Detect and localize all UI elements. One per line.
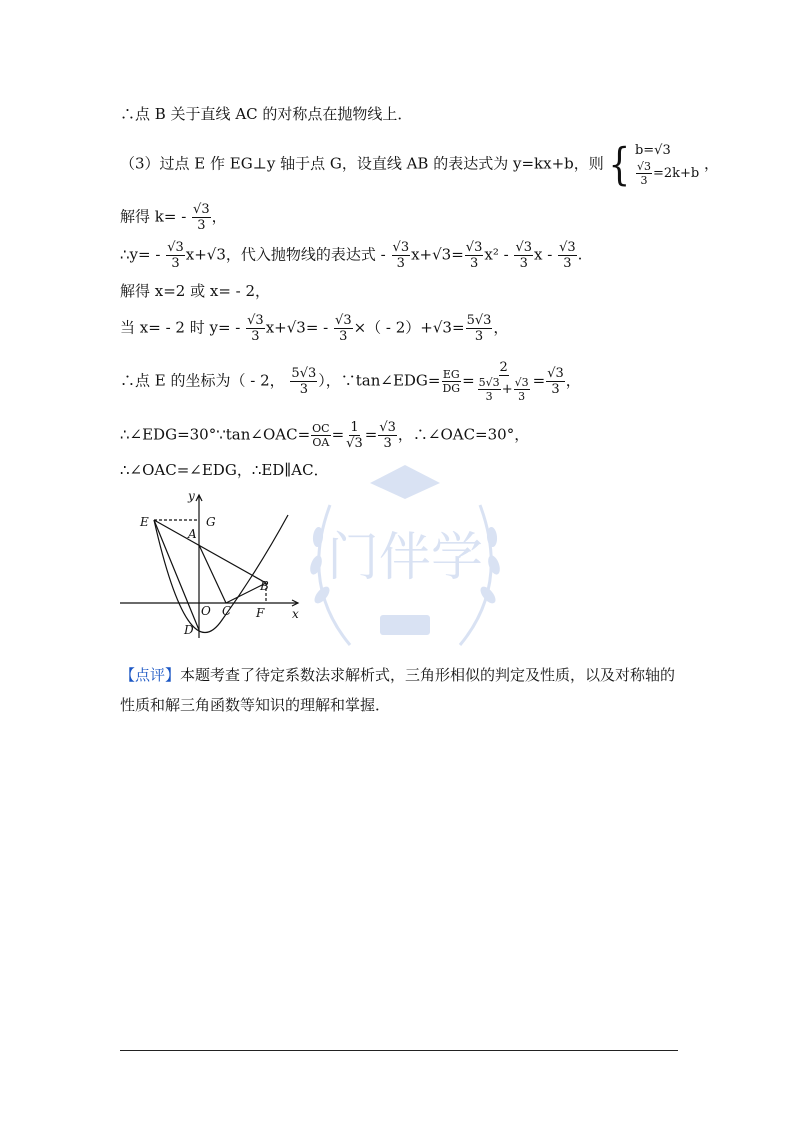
fraction: $\frac{√3}{3}$ [465, 240, 483, 271]
label-O: O [201, 604, 211, 618]
label-B: B [260, 579, 269, 593]
fraction: $\frac{√3}{3}$ [636, 160, 651, 187]
equation-system [635, 142, 699, 187]
fraction: $\frac{5√3}{3}$ [466, 313, 492, 344]
fraction: $\frac{√3}{3}$ [379, 420, 396, 451]
label-x: x [292, 607, 299, 621]
comment-tag: 【点评】 [120, 666, 181, 684]
system-eq-2: $\frac{√3}{3}$ =2k+b [636, 160, 700, 187]
line-5: 解得 x=2 或 x= - 2， [120, 282, 271, 300]
label-F: F [256, 606, 265, 620]
line-4: ∴y= - $\frac{√3}{3}$ x+√3，代入抛物线的表达式 - $\frac{√3}{3}$ x+√3= $\frac{√3}{3}$ x² - $\frac{√3}{3}$ x - $\frac{√3}{3}$ . [120, 240, 583, 271]
fraction: $\frac{EG}{DG}$ [442, 368, 461, 395]
fraction: $\frac{√3}{3}$ [515, 240, 533, 271]
line-8: ∴∠EDG=30°∵tan∠OAC= $\frac{OC}{OA}$ = $\frac{1}{√3}$ = $\frac{√3}{3}$ ，∴∠OAC=30°， [120, 420, 530, 451]
fraction: $\frac{√3}{3}$ [335, 313, 352, 344]
fraction: $\frac{√3}{3}$ [193, 202, 210, 233]
complex-fraction: 2 $\frac{5√3}{3}$ + $\frac{√3}{3}$ [476, 360, 532, 403]
label-y: y [188, 490, 195, 503]
fraction: $\frac{5√3}{3}$ [291, 366, 317, 397]
segment-AC [199, 545, 226, 603]
label-C: C [222, 604, 232, 618]
segment-EB [154, 520, 266, 583]
line-6: 当 x= - 2 时 y= - $\frac{√3}{3}$ x+√3= - $\frac{√3}{3}$ ×（ - 2）+√3= $\frac{5√3}{3}$ ， [120, 313, 509, 344]
fraction: $\frac{√3}{3}$ [247, 313, 264, 344]
watermark-logo [290, 445, 520, 660]
fraction: $\frac{√3}{3}$ [167, 240, 184, 271]
line-1 [120, 104, 412, 124]
fraction: $\frac{√3}{3}$ [559, 240, 576, 271]
line-7: ∴点 E 的坐标为（ - 2， $\frac{5√3}{3}$ ），∵tan∠EDG= $\frac{EG}{DG}$ = 2 $\frac{5√3}{3}$ + $\frac{√3}{3}$ = $\frac{√3}{3}$ ， [120, 360, 581, 403]
line-1-text: ∴点 B 关于直线 AC 的对称点在抛物线上． [120, 105, 413, 123]
label-D: D [184, 623, 194, 637]
fraction: $\frac{OC}{OA}$ [312, 422, 330, 449]
fraction: $\frac{√3}{3}$ [547, 366, 564, 397]
system-eq-1: b=√3 [634, 143, 671, 158]
system-brace: { [608, 138, 631, 191]
line-9: ∴∠OAC=∠EDG，∴ED∥AC． [120, 461, 329, 479]
complex-denominator: $\frac{5√3}{3}$ + $\frac{√3}{3}$ [478, 376, 529, 403]
label-A: A [188, 527, 197, 541]
line-2: （3）过点 E 作 EG⊥y 轴于点 G，设直线 AB 的表达式为 y=kx+b，则 { b=√3 $\frac{√3}{3}$ =2k+b ， [120, 138, 720, 191]
parabola-curve [154, 515, 288, 633]
parabola-graph [118, 490, 304, 640]
fraction: $\frac{1}{√3}$ [346, 420, 363, 451]
line-2-text: （3）过点 E 作 EG⊥y 轴于点 G，设直线 AB 的表达式为 y=kx+b，则 [120, 154, 604, 173]
fraction: $\frac{√3}{3}$ [392, 240, 410, 271]
line-3: 解得 k= - $\frac{√3}{3}$ ， [120, 202, 227, 233]
label-G: G [206, 515, 216, 529]
watermark-text: 门伴学 [326, 528, 484, 588]
label-E: E [140, 515, 149, 529]
comment-text: 本题考查了待定系数法求解析式，三角形相似的判定及性质，以及对称轴的性质和解三角函数等知识的理解和掌握． [120, 666, 676, 714]
footer-rule [120, 1050, 678, 1051]
comment-paragraph [120, 660, 680, 720]
